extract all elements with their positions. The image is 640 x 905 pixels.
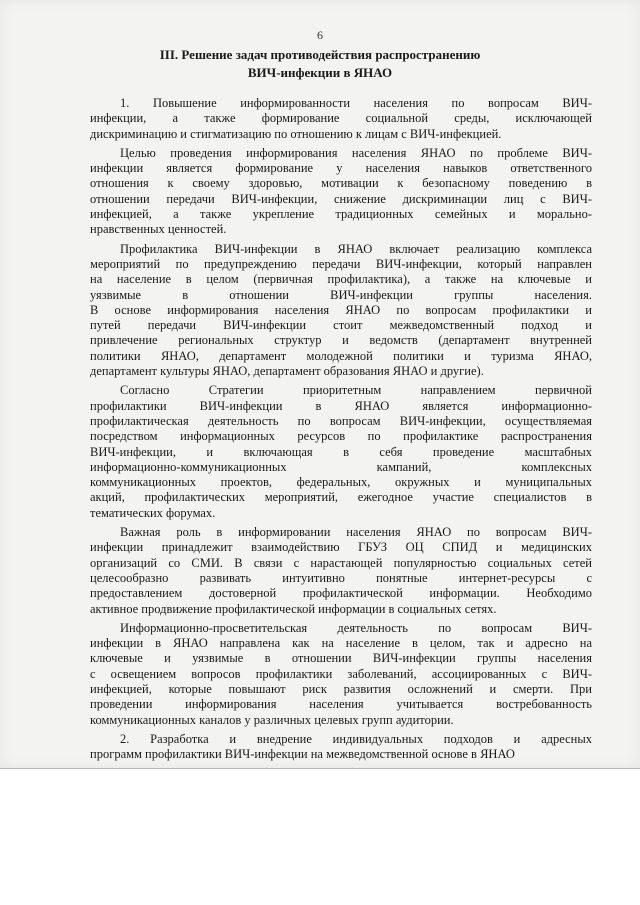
text-line: политики ЯНАО, департамент молодежной политики и туризма ЯНАО, — [90, 348, 592, 363]
document-body — [90, 96, 592, 766]
text-line: инфекции, а также формирование социальной среды, исключающей — [90, 111, 592, 126]
text-line: посредством информационных ресурсов по профилактике распространения — [90, 429, 592, 444]
text-line: целесообразно развивать интуитивно понятные интернет-ресурсы с — [90, 570, 592, 585]
text-line: привлечение региональных структур и ведомств (департамент внутренней — [90, 333, 592, 348]
text-line: ключевые и уязвимые в отношении ВИЧ-инфекции группы населения — [90, 651, 592, 666]
section-heading — [60, 46, 580, 82]
text-line: информационно-коммуникационных кампаний, комплексных — [90, 459, 592, 474]
text-line: профилактическая деятельность по вопросам ВИЧ-инфекции, осуществляемая — [90, 413, 592, 428]
text-line: активное продвижение профилактической информации в социальных сетях. — [90, 601, 497, 616]
text-line: нравственных ценностей. — [90, 222, 227, 237]
paragraph — [90, 96, 592, 142]
text-line: путей передачи ВИЧ-инфекции стоит межведомственный подход и — [90, 318, 592, 333]
text-line: программ профилактики ВИЧ-инфекции на межведомственной основе в ЯНАО — [90, 747, 515, 762]
text-line: профилактики ВИЧ-инфекции в ЯНАО является информационно- — [90, 398, 592, 413]
text-line: отношения к своему здоровью, мотивации к безопасному поведению в — [90, 176, 592, 191]
text-line: уязвимые в отношении ВИЧ-инфекции группы населения. — [90, 287, 592, 302]
text-line: Информационно-просветительская деятельность по вопросам ВИЧ- — [120, 620, 592, 635]
page-number: 6 — [317, 28, 323, 42]
text-line: инфекции принадлежит взаимодействию ГБУЗ ОЦ СПИД и медицинских — [90, 540, 592, 555]
text-line: 1. Повышение информированности населения по вопросам ВИЧ- — [120, 96, 592, 110]
text-line: ВИЧ-инфекции, и включающая в себя проведение масштабных — [90, 444, 592, 459]
text-line: отношении передачи ВИЧ-инфекции, снижение дискриминации лиц с ВИЧ- — [90, 191, 592, 206]
paragraph — [90, 525, 592, 617]
heading-line: ВИЧ-инфекции в ЯНАО — [247, 65, 393, 80]
text-line: Согласно Стратегии приоритетным направлением первичной — [120, 383, 592, 398]
text-line: мероприятий по предупреждению передачи ВИЧ-инфекции, который направлен — [90, 256, 592, 271]
text-line: инфекции в ЯНАО направлена как на население в целом, так и адресно на — [90, 636, 592, 651]
text-line: инфекцией, которые повышают риск развития осложнений и смерти. При — [90, 681, 592, 696]
text-line: В основе информирования населения ЯНАО по вопросам профилактики и — [90, 302, 592, 317]
paragraph — [90, 732, 592, 763]
paragraph — [90, 383, 592, 521]
text-line: Профилактика ВИЧ-инфекции в ЯНАО включает реализацию комплекса — [120, 241, 592, 256]
text-line: на население в целом (первичная профилактика), а также на ключевые и — [90, 272, 592, 287]
text-line: департамент культуры ЯНАО, департамент образования ЯНАО и другие). — [90, 364, 484, 379]
text-line: инфекцией, а также укрепление традиционных семейных и морально- — [90, 207, 592, 222]
text-line: Важная роль в информировании населения ЯНАО по вопросам ВИЧ- — [120, 525, 592, 540]
text-line: организаций со СМИ. В связи с нарастающей популярностью социальных сетей — [90, 555, 592, 570]
paragraph — [90, 242, 592, 380]
paragraph — [90, 621, 592, 728]
heading-line: III. Решение задач противодействия распространению — [159, 47, 481, 62]
text-line: предоставлением достоверной профилактической информации. Необходимо — [90, 586, 592, 601]
text-line: с освещением вопросов профилактики заболеваний, ассоциированных с ВИЧ- — [90, 666, 592, 681]
paragraph — [90, 146, 592, 238]
text-line: акций, профилактических мероприятий, ежегодное участие специалистов в — [90, 490, 592, 505]
text-line: коммуникационных каналов у различных целевых групп аудитории. — [90, 712, 454, 727]
text-line: инфекции является формирование у населения навыков ответственного — [90, 161, 592, 176]
text-line: 2. Разработка и внедрение индивидуальных подходов и адресных — [120, 731, 592, 746]
text-line: коммуникационных проектов, федеральных, окружных и муниципальных — [90, 475, 592, 490]
text-line: дискриминацию и стигматизацию по отношению к лицам с ВИЧ-инфекцией. — [90, 126, 502, 141]
text-line: Целью проведения информирования населения ЯНАО по проблеме ВИЧ- — [120, 145, 592, 160]
text-line: проведении информирования населения учитывается востребованность — [90, 697, 592, 712]
text-line: тематических форумах. — [90, 505, 216, 520]
